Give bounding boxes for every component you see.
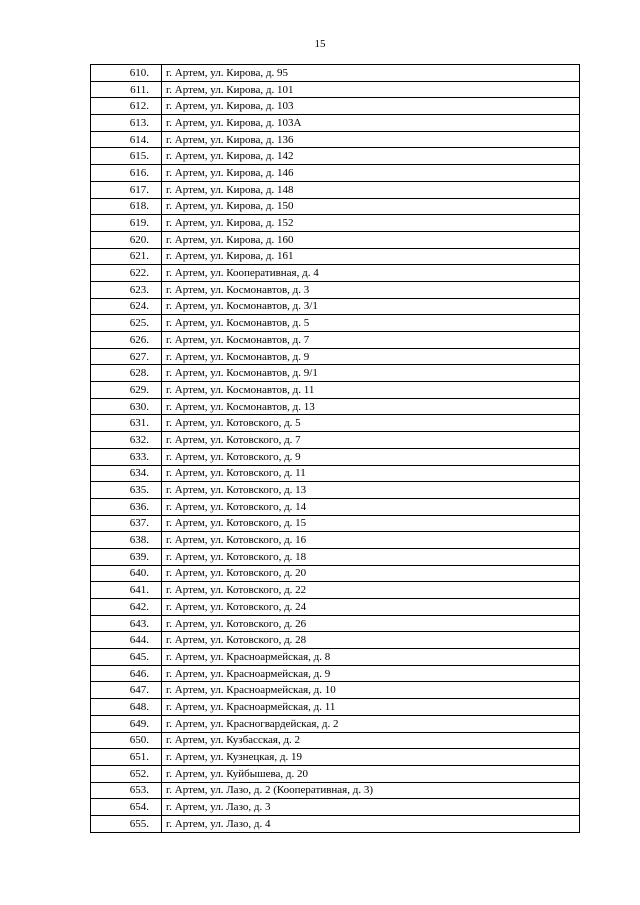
table-row: [91, 615, 580, 632]
row-number: 620.: [91, 231, 162, 248]
table-row: [91, 715, 580, 732]
row-address: г. Артем, ул. Космонавтов, д. 3: [162, 281, 580, 298]
row-number: 648.: [91, 699, 162, 716]
row-number: 645.: [91, 649, 162, 666]
row-number: 635.: [91, 482, 162, 499]
row-address: г. Артем, ул. Кирова, д. 148: [162, 181, 580, 198]
page-number: 15: [314, 38, 326, 50]
table-row: [91, 398, 580, 415]
row-address: г. Артем, ул. Кооперативная, д. 4: [162, 265, 580, 282]
row-number: 638.: [91, 532, 162, 549]
table-row: [91, 649, 580, 666]
row-number: 630.: [91, 398, 162, 415]
row-number: 652.: [91, 765, 162, 782]
table-row: [91, 448, 580, 465]
table-row: [91, 582, 580, 599]
table-row: [91, 498, 580, 515]
row-number: 632.: [91, 432, 162, 449]
row-number: 634.: [91, 465, 162, 482]
row-number: 610.: [91, 65, 162, 82]
table-row: [91, 465, 580, 482]
row-address: г. Артем, ул. Кирова, д. 150: [162, 198, 580, 215]
row-address: г. Артем, ул. Кирова, д. 142: [162, 148, 580, 165]
row-number: 619.: [91, 215, 162, 232]
row-address: г. Артем, ул. Красноармейская, д. 9: [162, 665, 580, 682]
row-number: 614.: [91, 131, 162, 148]
row-address: г. Артем, ул. Красноармейская, д. 8: [162, 649, 580, 666]
table-row: [91, 165, 580, 182]
row-address: г. Артем, ул. Котовского, д. 14: [162, 498, 580, 515]
row-address: г. Артем, ул. Кирова, д. 103А: [162, 115, 580, 132]
table-row: [91, 315, 580, 332]
row-address: г. Артем, ул. Космонавтов, д. 9/1: [162, 365, 580, 382]
row-address: г. Артем, ул. Кирова, д. 136: [162, 131, 580, 148]
row-address: г. Артем, ул. Котовского, д. 20: [162, 565, 580, 582]
row-address: г. Артем, ул. Котовского, д. 24: [162, 599, 580, 616]
row-address: г. Артем, ул. Кирова, д. 95: [162, 65, 580, 82]
row-number: 651.: [91, 749, 162, 766]
row-number: 615.: [91, 148, 162, 165]
table-row: [91, 632, 580, 649]
row-address: г. Артем, ул. Кирова, д. 146: [162, 165, 580, 182]
table-row: [91, 198, 580, 215]
row-address: г. Артем, ул. Кирова, д. 152: [162, 215, 580, 232]
row-number: 647.: [91, 682, 162, 699]
row-number: 636.: [91, 498, 162, 515]
row-address: г. Артем, ул. Космонавтов, д. 11: [162, 382, 580, 399]
table-row: [91, 599, 580, 616]
row-address: г. Артем, ул. Котовского, д. 11: [162, 465, 580, 482]
row-number: 618.: [91, 198, 162, 215]
row-number: 646.: [91, 665, 162, 682]
row-address: г. Артем, ул. Котовского, д. 22: [162, 582, 580, 599]
table-row: [91, 65, 580, 82]
row-number: 625.: [91, 315, 162, 332]
table-row: [91, 98, 580, 115]
row-number: 643.: [91, 615, 162, 632]
row-address: г. Артем, ул. Космонавтов, д. 3/1: [162, 298, 580, 315]
row-number: 622.: [91, 265, 162, 282]
table-row: [91, 799, 580, 816]
row-number: 623.: [91, 281, 162, 298]
row-address: г. Артем, ул. Котовского, д. 7: [162, 432, 580, 449]
row-number: 617.: [91, 181, 162, 198]
row-number: 633.: [91, 448, 162, 465]
table-row: [91, 665, 580, 682]
row-address: г. Артем, ул. Лазо, д. 3: [162, 799, 580, 816]
row-number: 626.: [91, 332, 162, 349]
row-address: г. Артем, ул. Кузбасская, д. 2: [162, 732, 580, 749]
table-row: [91, 131, 580, 148]
row-address: г. Артем, ул. Котовского, д. 13: [162, 482, 580, 499]
row-address: г. Артем, ул. Кирова, д. 160: [162, 231, 580, 248]
row-address: г. Артем, ул. Космонавтов, д. 7: [162, 332, 580, 349]
row-address: г. Артем, ул. Кирова, д. 101: [162, 81, 580, 98]
row-number: 653.: [91, 782, 162, 799]
address-table: [90, 64, 580, 833]
row-number: 640.: [91, 565, 162, 582]
row-address: г. Артем, ул. Котовского, д. 9: [162, 448, 580, 465]
table-row: [91, 298, 580, 315]
row-number: 628.: [91, 365, 162, 382]
row-number: 612.: [91, 98, 162, 115]
table-row: [91, 382, 580, 399]
table-row: [91, 365, 580, 382]
row-number: 650.: [91, 732, 162, 749]
row-number: 627.: [91, 348, 162, 365]
table-row: [91, 482, 580, 499]
table-row: [91, 281, 580, 298]
row-number: 654.: [91, 799, 162, 816]
row-address: г. Артем, ул. Космонавтов, д. 5: [162, 315, 580, 332]
row-number: 613.: [91, 115, 162, 132]
table-row: [91, 432, 580, 449]
row-address: г. Артем, ул. Котовского, д. 18: [162, 548, 580, 565]
row-address: г. Артем, ул. Кирова, д. 103: [162, 98, 580, 115]
table-row: [91, 415, 580, 432]
address-table-body: [91, 65, 580, 833]
row-number: 629.: [91, 382, 162, 399]
table-row: [91, 782, 580, 799]
table-row: [91, 332, 580, 349]
row-address: г. Артем, ул. Котовского, д. 28: [162, 632, 580, 649]
row-number: 644.: [91, 632, 162, 649]
table-row: [91, 565, 580, 582]
row-address: г. Артем, ул. Котовского, д. 15: [162, 515, 580, 532]
row-address: г. Артем, ул. Лазо, д. 4: [162, 815, 580, 832]
table-row: [91, 682, 580, 699]
table-row: [91, 532, 580, 549]
row-address: г. Артем, ул. Котовского, д. 26: [162, 615, 580, 632]
row-number: 649.: [91, 715, 162, 732]
table-row: [91, 548, 580, 565]
table-row: [91, 732, 580, 749]
row-number: 621.: [91, 248, 162, 265]
row-address: г. Артем, ул. Красноармейская, д. 10: [162, 682, 580, 699]
row-number: 637.: [91, 515, 162, 532]
row-number: 639.: [91, 548, 162, 565]
row-address: г. Артем, ул. Кирова, д. 161: [162, 248, 580, 265]
row-address: г. Артем, ул. Котовского, д. 5: [162, 415, 580, 432]
table-row: [91, 515, 580, 532]
row-address: г. Артем, ул. Лазо, д. 2 (Кооперативная, д. 3): [162, 782, 580, 799]
row-address: г. Артем, ул. Космонавтов, д. 13: [162, 398, 580, 415]
table-row: [91, 115, 580, 132]
table-row: [91, 148, 580, 165]
table-row: [91, 215, 580, 232]
table-row: [91, 815, 580, 832]
table-row: [91, 765, 580, 782]
table-row: [91, 348, 580, 365]
row-address: г. Артем, ул. Куйбышева, д. 20: [162, 765, 580, 782]
row-number: 611.: [91, 81, 162, 98]
row-address: г. Артем, ул. Красногвардейская, д. 2: [162, 715, 580, 732]
table-row: [91, 699, 580, 716]
table-row: [91, 749, 580, 766]
table-row: [91, 265, 580, 282]
row-number: 616.: [91, 165, 162, 182]
row-number: 642.: [91, 599, 162, 616]
row-address: г. Артем, ул. Красноармейская, д. 11: [162, 699, 580, 716]
row-address: г. Артем, ул. Кузнецкая, д. 19: [162, 749, 580, 766]
table-row: [91, 181, 580, 198]
row-address: г. Артем, ул. Космонавтов, д. 9: [162, 348, 580, 365]
table-row: [91, 231, 580, 248]
row-number: 631.: [91, 415, 162, 432]
row-number: 655.: [91, 815, 162, 832]
row-number: 624.: [91, 298, 162, 315]
row-number: 641.: [91, 582, 162, 599]
table-row: [91, 81, 580, 98]
table-row: [91, 248, 580, 265]
row-address: г. Артем, ул. Котовского, д. 16: [162, 532, 580, 549]
